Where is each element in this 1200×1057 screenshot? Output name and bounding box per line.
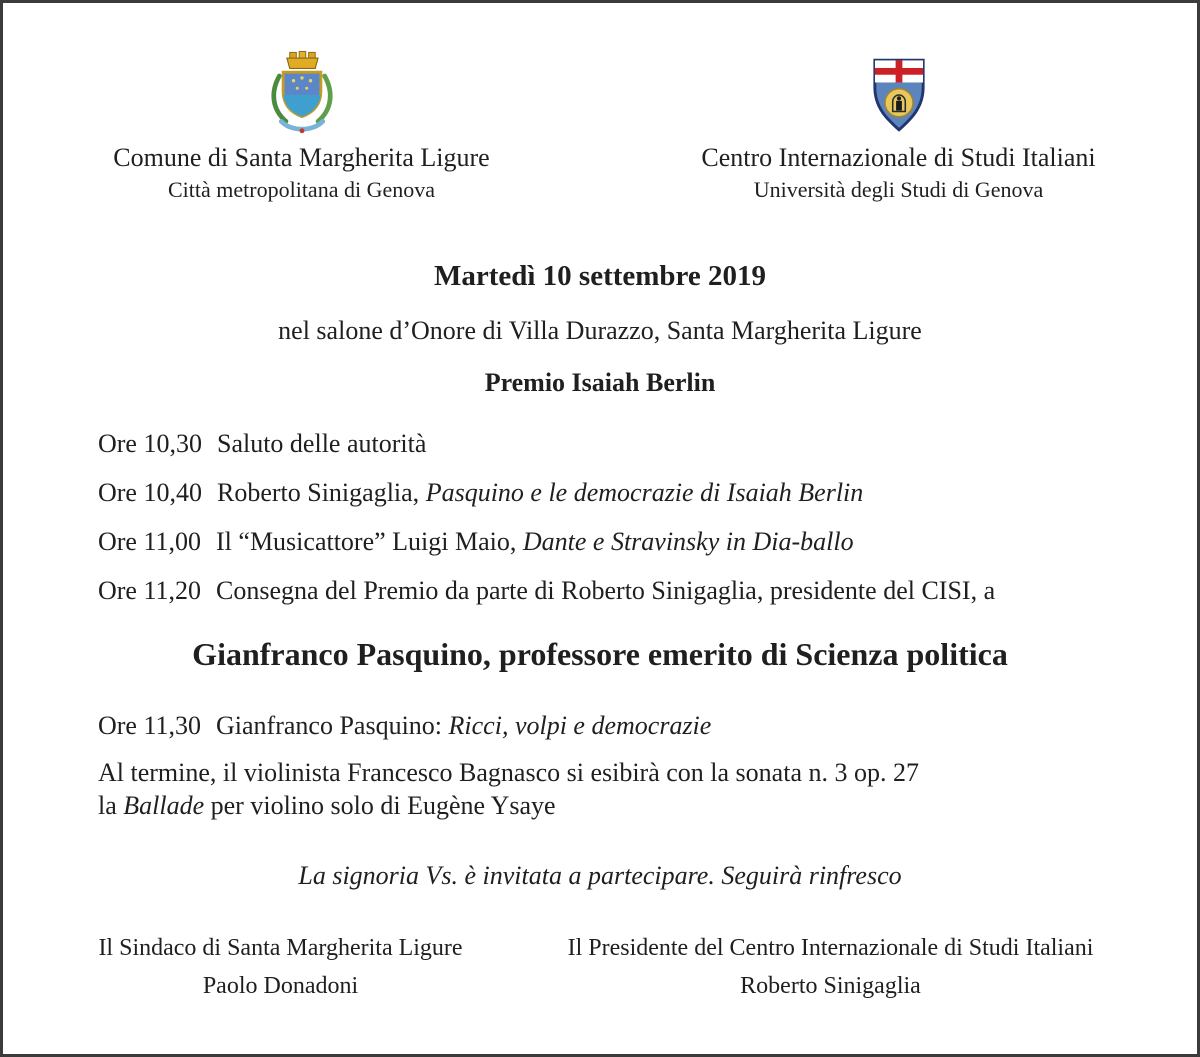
crest-box-right [600, 47, 1197, 137]
signatures [3, 933, 1197, 1001]
finale-line2-suffix: per violino solo di Eugène Ysaye [204, 791, 556, 820]
program-time: Ore 10,30 [98, 429, 202, 458]
program-text: Il “Musicattore” Luigi Maio, [216, 527, 523, 556]
finale-line2-italic: Ballade [123, 791, 205, 820]
lecture-title-italic: Ricci, volpi e democrazie [448, 711, 712, 740]
event-date-title: Martedì 10 settembre 2019 [433, 260, 767, 292]
finale-line2-prefix: la [98, 791, 124, 820]
org-name-right: Centro Internazionale di Studi Italiani [701, 143, 1096, 172]
signature-right [558, 933, 1103, 1001]
header-left-institution [3, 47, 600, 203]
program-item [98, 429, 1157, 459]
signature-role: Il Sindaco di Santa Margherita Ligure [98, 935, 463, 961]
lecture-time: Ore 11,30 [98, 711, 202, 740]
header-right-institution [600, 47, 1197, 203]
program-schedule [3, 429, 1197, 606]
program-time: Ore 11,20 [98, 576, 202, 605]
signature-role: Il Presidente del Centro Internazionale di Studi Italiani [567, 935, 1094, 961]
signature-name: Paolo Donadoni [202, 973, 359, 999]
program-title-italic: Pasquino e le democrazie di Isaiah Berlin [425, 478, 864, 507]
honoree-headline: Gianfranco Pasquino, professore emerito di Scienza politica [192, 636, 1008, 672]
finale-note [3, 756, 1197, 822]
signature-name: Roberto Sinigaglia [740, 973, 921, 999]
universita-genova-crest-icon [870, 55, 928, 137]
lecture-text: Gianfranco Pasquino: [216, 711, 449, 740]
event-venue: nel salone d’Onore di Villa Durazzo, Santa Margherita Ligure [278, 316, 922, 345]
org-sub-left: Città metropolitana di Genova [168, 177, 435, 202]
program-time: Ore 10,40 [98, 478, 202, 507]
program-text: Saluto delle autorità [216, 429, 427, 458]
program-text: Roberto Sinigaglia, [216, 478, 426, 507]
event-award-title: Premio Isaiah Berlin [484, 368, 716, 397]
lecture-item [3, 711, 1197, 741]
program-item [98, 478, 1157, 508]
invitation-line: La signoria Vs. è invitata a partecipare. Seguirà rinfresco [298, 861, 902, 890]
santa-margherita-crest-icon [268, 49, 336, 137]
header [3, 3, 1197, 203]
finale-line2 [98, 789, 1047, 822]
crest-box-left [3, 47, 600, 137]
program-time: Ore 11,00 [98, 527, 202, 556]
program-item [98, 527, 1157, 557]
signature-left [3, 933, 558, 1001]
program-text: Consegna del Premio da parte di Roberto Sinigaglia, presidente del CISI, a [216, 576, 996, 605]
org-name-left: Comune di Santa Margherita Ligure [113, 143, 490, 172]
org-sub-right: Università degli Studi di Genova [753, 177, 1044, 202]
finale-line1: Al termine, il violinista Francesco Bagnasco si esibirà con la sonata n. 3 op. 27 [98, 758, 919, 787]
program-title-italic: Dante e Stravinsky in Dia-ballo [522, 527, 854, 556]
program-item [98, 576, 1157, 606]
